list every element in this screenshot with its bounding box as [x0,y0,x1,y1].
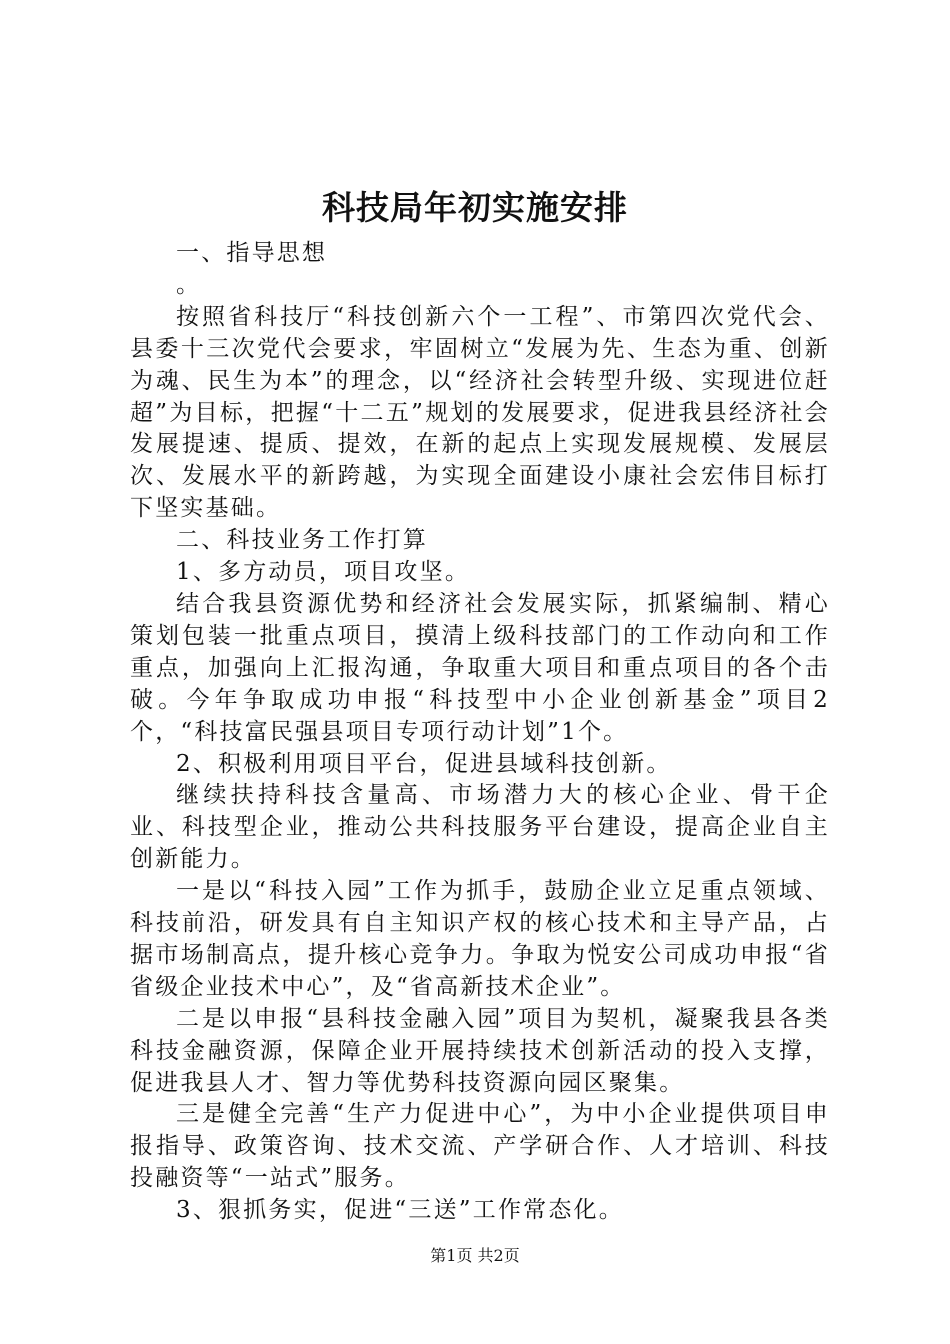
paragraph: 按照省科技厅“科技创新六个一工程”、市第四次党代会、县委十三次党代会要求，牢固树立“发展为先、生态为重、创新为魂、民生为本”的理念，以“经济社会转型升级、实现进位赶超”为目标，把握“十二五”规划的发展要求，促进我县经济社会发展提速、提质、提效，在新的起点上实现发展规模、发展层次、发展水平的新跨越，为实现全面建设小康社会宏伟目标打下坚实基础。 [130,303,830,522]
section-heading-guiding-ideology: 一、指导思想 [176,240,328,266]
document-title: 科技局年初实施安排 [322,188,628,227]
subheading: 3、狠抓务实，促进“三送”工作常态化。 [176,1197,624,1224]
paragraph: 结合我县资源优势和经济社会发展实际，抓紧编制、精心策划包装一批重点项目，摸清上级科技部门的工作动向和工作重点，加强向上汇报沟通，争取重大项目和重点项目的各个击破。今年争取成功申报“科技型中小企业创新基金”项目2个，“科技富民强县项目专项行动计划”1个。 [130,590,830,745]
section-heading-work-plan: 二、科技业务工作打算 [176,527,428,554]
paragraph: 一是以“科技入园”工作为抓手，鼓励企业立足重点领域、科技前沿，研发具有自主知识产权的核心技术和主导产品，占据市场制高点，提升核心竞争力。争取为悦安公司成功申报“省省级企业技术中心”，及“省高新技术企业”。 [130,878,830,1000]
paragraph: 三是健全完善“生产力促进中心”，为中小企业提供项目申报指导、政策咨询、技术交流、产学研合作、人才培训、科技投融资等“一站式”服务。 [130,1101,830,1192]
document-body [130,238,830,1227]
paragraph: 二是以申报“县科技金融入园”项目为契机，凝聚我县各类科技金融资源，保障企业开展持续技术创新活动的投入支撑，促进我县人才、智力等优势科技资源向园区聚集。 [130,1005,830,1096]
subheading: 2、积极利用项目平台，促进县域科技创新。 [176,750,672,777]
paragraph: 。 [176,271,202,298]
subheading: 1、多方动员，项目攻坚。 [176,559,471,586]
paragraph: 继续扶持科技含量高、市场潜力大的核心企业、骨干企业、科技型企业，推动公共科技服务平台建设，提高企业自主创新能力。 [130,782,830,873]
page-footer: 第1页 共2页 [430,1246,520,1265]
